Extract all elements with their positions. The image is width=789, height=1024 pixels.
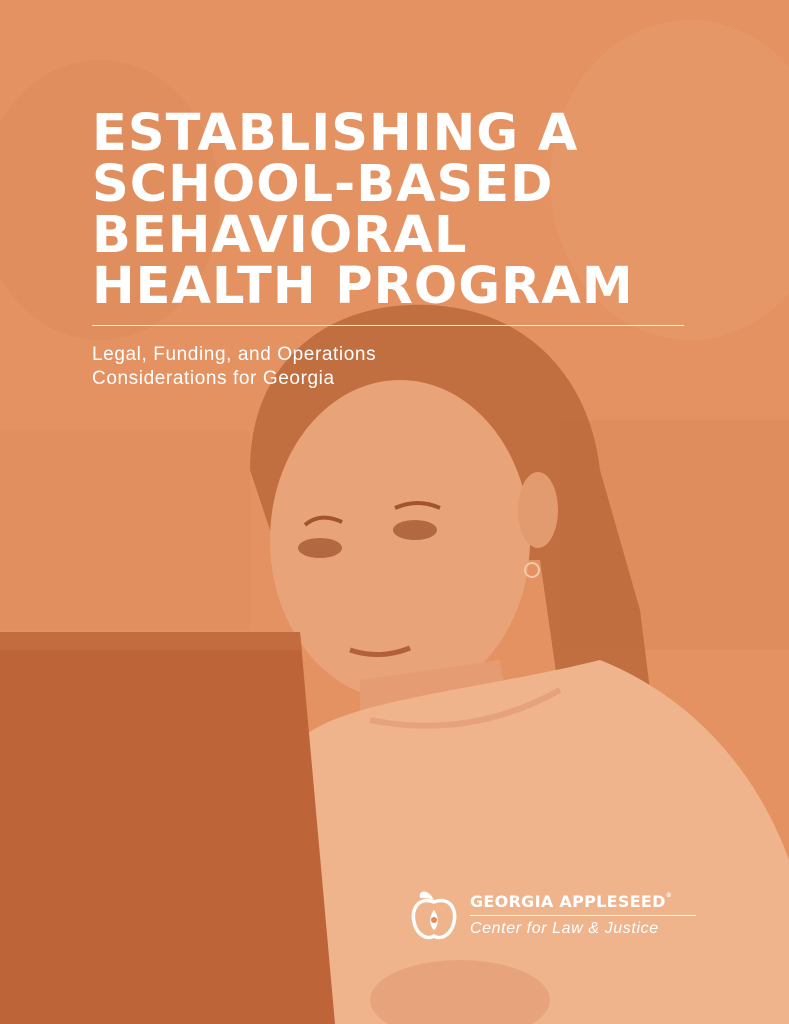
subtitle-line: Legal, Funding, and Operations [92, 344, 377, 365]
title-line: ESTABLISHING A [92, 104, 579, 163]
org-tagline: Center for Law & Justice [470, 920, 659, 937]
org-name [470, 892, 672, 911]
subtitle-line: Considerations for Georgia [92, 368, 335, 389]
logo-divider [470, 915, 696, 916]
title-divider [92, 325, 684, 326]
report-title [92, 104, 732, 316]
title-line: BEHAVIORAL [92, 206, 468, 265]
title-line: SCHOOL-BASED [92, 155, 554, 214]
title-line: HEALTH PROGRAM [92, 257, 634, 316]
registered-mark: ® [665, 892, 673, 899]
georgia-appleseed-logo [410, 884, 710, 944]
apple-seed-icon [410, 886, 458, 942]
report-subtitle [92, 343, 612, 391]
org-name-text: GEORGIA APPLESEED [470, 892, 666, 911]
